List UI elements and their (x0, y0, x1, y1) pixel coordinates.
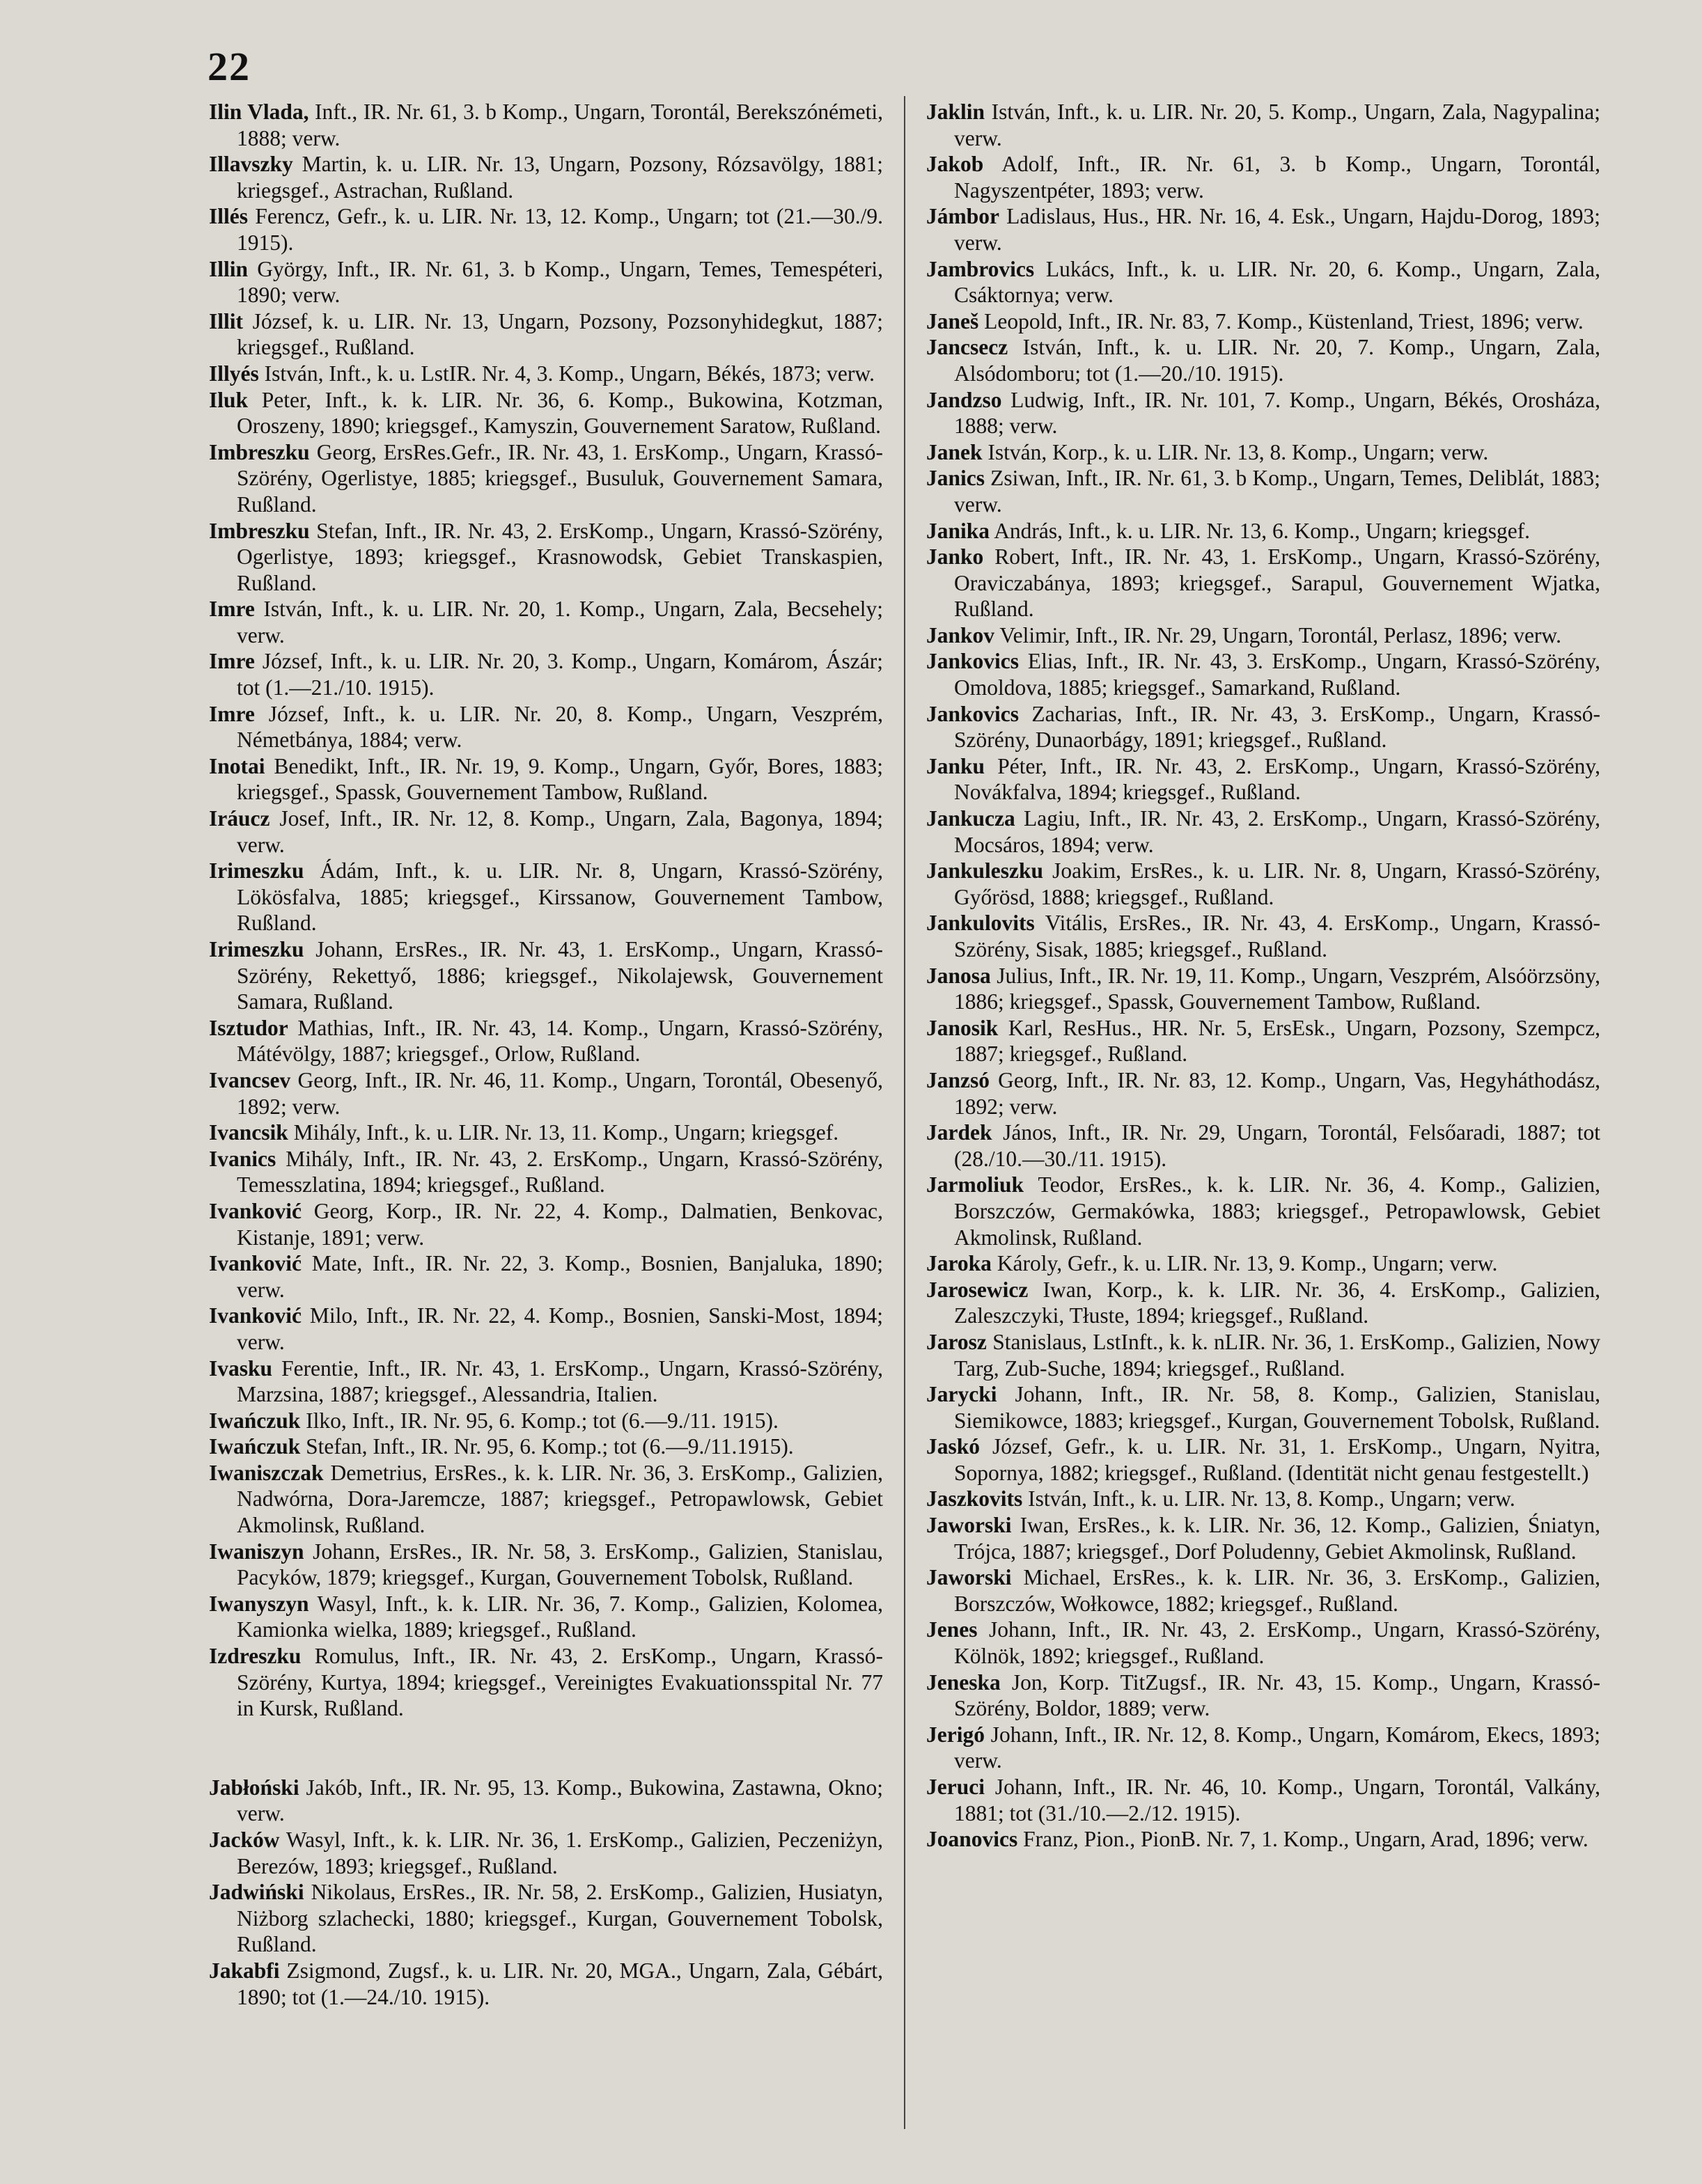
entry-surname: Jaszkovits (926, 1486, 1023, 1511)
list-item (926, 439, 1600, 466)
list-item (926, 256, 1600, 308)
entry-surname: Iluk (209, 387, 249, 412)
entry-surname: Ivanković (209, 1303, 302, 1328)
list-item (209, 753, 883, 806)
list-item (926, 1381, 1600, 1433)
list-item (209, 1120, 883, 1146)
entry-surname: Jacków (209, 1828, 280, 1852)
entry-details: Velimir, Inft., IR. Nr. 29, Ungarn, Torontál, Perlasz, 1896; verw. (999, 622, 1561, 647)
entry-details: Johann, ErsRes., IR. Nr. 43, 1. ErsKomp., Ungarn, Krassó-Szörény, Rekettyő, 1886; kriegsgef., Nikolajewsk, Gouvernement Samara, Rußland. (237, 937, 883, 1014)
list-item (926, 334, 1600, 386)
list-item (209, 596, 883, 648)
entry-surname: Janko (926, 544, 984, 569)
entry-surname: Jerigó (926, 1722, 985, 1747)
entry-surname: Inotai (209, 753, 265, 778)
entry-details: Mihály, Inft., IR. Nr. 43, 2. ErsKomp., Ungarn, Krassó-Szörény, Temesszlatina, 1894; kriegsgef., Rußland. (237, 1146, 884, 1197)
list-item (209, 1827, 883, 1879)
entry-details: Mathias, Inft., IR. Nr. 43, 14. Komp., Ungarn, Krassó-Szörény, Mátévölgy, 1887; kriegsgef., Orlow, Rußland. (237, 1015, 883, 1067)
list-item (926, 465, 1600, 517)
entry-surname: Janika (926, 518, 990, 543)
list-item (209, 1198, 883, 1250)
entry-details: Georg, Korp., IR. Nr. 22, 4. Komp., Dalmatien, Benkovac, Kistanje, 1891; verw. (237, 1198, 883, 1250)
entry-surname: Janek (926, 439, 983, 464)
entry-details: József, Inft., k. u. LIR. Nr. 20, 8. Komp., Ungarn, Veszprém, Németbánya, 1884; verw. (237, 701, 884, 753)
entry-details: Ferencz, Gefr., k. u. LIR. Nr. 13, 12. Komp., Ungarn; tot (21.—30./9. 1915). (237, 204, 883, 255)
entry-details: Ludwig, Inft., IR. Nr. 101, 7. Komp., Ungarn, Békés, Orosháza, 1888; verw. (954, 387, 1600, 439)
entry-surname: Jandzso (926, 387, 1002, 412)
list-item (926, 701, 1600, 753)
list-item (926, 1486, 1600, 1512)
list-item (926, 1433, 1600, 1486)
entry-details: Zsigmond, Zugsf., k. u. LIR. Nr. 20, MGA., Ungarn, Zala, Gébárt, 1890; tot (1.—24./10. 1915). (237, 1958, 884, 2009)
list-item (209, 99, 883, 151)
entry-surname: Illin (209, 256, 249, 281)
entry-surname: Illés (209, 204, 249, 229)
list-item (926, 1172, 1600, 1250)
entry-details: Demetrius, ErsRes., k. k. LIR. Nr. 36, 3. ErsKomp., Galizien, Nadwórna, Dora-Jaremcze, 1887; kriegsgef., Petropawlowsk, Gebiet Akmolinsk, Rußland. (237, 1460, 883, 1538)
entry-details: Benedikt, Inft., IR. Nr. 19, 9. Komp., Ungarn, Győr, Bores, 1883; kriegsgef., Spassk, Gouvernement Tambow, Rußland. (237, 753, 883, 805)
entry-details: Josef, Inft., IR. Nr. 12, 8. Komp., Ungarn, Zala, Bagonya, 1894; verw. (237, 806, 884, 857)
list-item (209, 308, 883, 361)
list-item (209, 151, 883, 203)
entry-details: Wasyl, Inft., k. k. LIR. Nr. 36, 1. ErsKomp., Galizien, Peczeniżyn, Berezów, 1893; kriegsgef., Rußland. (237, 1828, 883, 1878)
list-item (926, 518, 1600, 544)
entry-details: Milo, Inft., IR. Nr. 22, 4. Komp., Bosnien, Sanski-Most, 1894; verw. (237, 1303, 884, 1354)
list-item (209, 439, 883, 518)
list-item (209, 858, 883, 936)
list-item (926, 648, 1600, 700)
list-item (209, 1433, 883, 1460)
list-item (209, 518, 883, 597)
entry-surname: Imbreszku (209, 518, 310, 543)
entry-surname: Ivanković (209, 1251, 302, 1276)
entry-surname: Jankov (926, 622, 995, 647)
entry-details: Iwan, Korp., k. k. LIR. Nr. 36, 4. ErsKomp., Galizien, Zaleszczyki, Tłuste, 1894; kriegsgef., Rußland. (954, 1277, 1601, 1328)
entry-surname: Imbreszku (209, 439, 310, 464)
entry-surname: Jarosewicz (926, 1277, 1029, 1302)
entry-details: Ilko, Inft., IR. Nr. 95, 6. Komp.; tot (6.—9./11. 1915). (306, 1408, 779, 1433)
entry-details: Nikolaus, ErsRes., IR. Nr. 58, 2. ErsKomp., Galizien, Husiatyn, Niżborg szlachecki, 1880; kriegsgef., Kurgan, Gouvernement Tobolsk, Rußland. (237, 1880, 883, 1957)
entry-surname: Jarosz (926, 1329, 987, 1354)
list-item (926, 1015, 1600, 1067)
entry-details: Wasyl, Inft., k. k. LIR. Nr. 36, 7. Komp., Galizien, Kolomea, Kamionka wielka, 1889; kriegsgef., Rußland. (237, 1591, 883, 1642)
entry-surname: Jancsecz (926, 335, 1008, 360)
entry-details: Lagiu, Inft., IR. Nr. 43, 2. ErsKomp., Ungarn, Krassó-Szörény, Mocsáros, 1894; verw. (954, 806, 1600, 857)
entry-surname: Jabłoński (209, 1775, 299, 1800)
list-item (209, 1015, 883, 1067)
entry-surname: Jaworski (926, 1565, 1012, 1590)
entry-surname: Jeneska (926, 1670, 1001, 1695)
entry-details: Georg, Inft., IR. Nr. 46, 11. Komp., Ungarn, Torontál, Obesenyő, 1892; verw. (237, 1067, 883, 1119)
entry-surname: Jaskó (926, 1434, 981, 1459)
entry-details: Romulus, Inft., IR. Nr. 43, 2. ErsKomp., Ungarn, Krassó-Szörény, Kurtya, 1894; kriegsgef., Vereinigtes Evakuationsspital Nr. 77 in Kursk, Rußland. (237, 1644, 883, 1721)
entry-details: Georg, ErsRes.Gefr., IR. Nr. 43, 1. ErsKomp., Ungarn, Krassó-Szörény, Ogerlistye, 1885; kriegsgef., Busuluk, Gouvernement Samara, Rußland. (237, 439, 884, 517)
list-item (926, 387, 1600, 439)
list-item (926, 1670, 1600, 1722)
entry-details: Franz, Pion., PionB. Nr. 7, 1. Komp., Ungarn, Arad, 1896; verw. (1023, 1827, 1588, 1852)
entry-surname: Jeruci (926, 1775, 985, 1799)
list-item (209, 806, 883, 858)
entry-details: Ferentie, Inft., IR. Nr. 43, 1. ErsKomp., Ungarn, Krassó-Szörény, Marzsina, 1887; kriegsgef., Alessandria, Italien. (237, 1356, 883, 1407)
entry-details: József, Gefr., k. u. LIR. Nr. 31, 1. ErsKomp., Ungarn, Nyitra, Sopornya, 1882; kriegsgef., Rußland. (Identität nicht genau festgestellt.) (954, 1434, 1600, 1485)
entry-details: József, k. u. LIR. Nr. 13, Ungarn, Pozsony, Pozsonyhidegkut, 1887; kriegsgef., Rußland. (237, 308, 884, 360)
entry-surname: Iwańczuk (209, 1408, 301, 1433)
entry-surname: Illavszky (209, 152, 293, 177)
entry-details: Károly, Gefr., k. u. LIR. Nr. 13, 9. Komp., Ungarn; verw. (997, 1251, 1498, 1276)
entry-surname: Iwanyszyn (209, 1591, 309, 1616)
list-item (926, 963, 1600, 1015)
entry-surname: Iwaniszyn (209, 1539, 304, 1564)
entry-surname: Izdreszku (209, 1644, 302, 1669)
list-item (926, 308, 1600, 335)
entry-surname: Jenes (926, 1617, 978, 1642)
entry-surname: Jaklin (926, 100, 985, 124)
entry-details: Johann, Inft., IR. Nr. 46, 10. Komp., Ungarn, Torontál, Valkány, 1881; tot (31./10.—2./12. 1915). (954, 1775, 1601, 1825)
list-item (926, 1120, 1600, 1172)
entry-surname: Iwaniszczak (209, 1460, 324, 1485)
page-number: 22 (208, 44, 251, 89)
entry-surname: Jardek (926, 1120, 992, 1145)
entry-surname: Iwańczuk (209, 1434, 301, 1459)
entry-surname: Jarycki (926, 1382, 997, 1407)
entry-details: Mihály, Inft., k. u. LIR. Nr. 13, 11. Komp., Ungarn; kriegsgef. (293, 1120, 839, 1145)
entry-surname: Janzsó (926, 1067, 990, 1092)
list-item (209, 256, 883, 308)
entry-details: Johann, Inft., IR. Nr. 58, 8. Komp., Galizien, Stanislau, Siemikowce, 1883; kriegsgef., Kurgan, Gouvernement Tobolsk, Rußland. (954, 1382, 1600, 1433)
entry-details: Peter, Inft., k. k. LIR. Nr. 36, 6. Komp., Bukowina, Kotzman, Oroszeny, 1890; kriegsgef., Kamyszin, Gouvernement Saratow, Rußland. (237, 387, 884, 439)
entry-surname: Imre (209, 649, 255, 674)
list-item (926, 1250, 1600, 1277)
entry-details: Adolf, Inft., IR. Nr. 61, 3. b Komp., Ungarn, Torontál, Nagyszentpéter, 1893; verw. (954, 152, 1601, 203)
column-divider (904, 96, 905, 2129)
entry-surname: Jaroka (926, 1251, 992, 1276)
entry-surname: Janosik (926, 1015, 999, 1040)
entry-details: Mate, Inft., IR. Nr. 22, 3. Komp., Bosnien, Banjaluka, 1890; verw. (237, 1251, 884, 1302)
entry-details: Ádám, Inft., k. u. LIR. Nr. 8, Ungarn, Krassó-Szörény, Lökösfalva, 1885; kriegsgef., Kirssanow, Gouvernement Tambow, Rußland. (237, 858, 884, 936)
list-item (209, 1879, 883, 1958)
list-item (926, 753, 1600, 806)
list-item (926, 1826, 1600, 1853)
entry-surname: Jankovics (926, 701, 1020, 726)
list-item (209, 1958, 883, 2010)
list-item (926, 910, 1600, 962)
entry-details: Jakób, Inft., IR. Nr. 95, 13. Komp., Bukowina, Zastawna, Okno; verw. (237, 1775, 884, 1826)
entry-details: Stefan, Inft., IR. Nr. 95, 6. Komp.; tot (6.—9./11.1915). (306, 1434, 794, 1459)
list-item (209, 1303, 883, 1355)
entry-surname: Janosa (926, 963, 991, 988)
entry-surname: Janku (926, 753, 985, 778)
entry-details: István, Inft., k. u. LIR. Nr. 20, 7. Komp., Ungarn, Zala, Alsódomboru; tot (1.—20./10. 1915). (954, 335, 1600, 386)
entry-surname: Jakob (926, 152, 984, 177)
entry-surname: Isztudor (209, 1015, 288, 1040)
entry-surname: Ilin Vlada, (209, 100, 309, 124)
entry-details: Teodor, ErsRes., k. k. LIR. Nr. 36, 4. Komp., Galizien, Borszczów, Germakówka, 1883; kriegsgef., Petropawlowsk, Gebiet Akmolinsk, Rußland. (954, 1172, 1601, 1250)
list-item (926, 1617, 1600, 1669)
entry-surname: Jambrovics (926, 256, 1035, 281)
entry-surname: Jankucza (926, 806, 1015, 831)
entry-surname: Ivanković (209, 1198, 302, 1223)
list-item (209, 1775, 883, 1827)
entry-details: Stefan, Inft., IR. Nr. 43, 2. ErsKomp., Ungarn, Krassó-Szörény, Ogerlistye, 1893; kriegsgef., Krasnowodsk, Gebiet Transkaspien, Rußland. (237, 518, 883, 595)
entry-details: István, Inft., k. u. LIR. Nr. 20, 1. Komp., Ungarn, Zala, Becsehely; verw. (237, 597, 884, 647)
entry-surname: Jaworski (926, 1513, 1012, 1538)
entry-details: Johann, Inft., IR. Nr. 12, 8. Komp., Ungarn, Komárom, Ekecs, 1893; verw. (954, 1722, 1600, 1773)
list-item (926, 99, 1600, 151)
entry-surname: Irimeszku (209, 937, 304, 961)
entry-details: István, Inft., k. u. LIR. Nr. 20, 5. Komp., Ungarn, Zala, Nagypalina; verw. (954, 100, 1601, 150)
entry-details: Leopold, Inft., IR. Nr. 83, 7. Komp., Küstenland, Triest, 1896; verw. (984, 308, 1584, 333)
list-item (209, 1146, 883, 1198)
entry-details: Péter, Inft., IR. Nr. 43, 2. ErsKomp., Ungarn, Krassó-Szörény, Novákfalva, 1894; kriegsgef., Rußland. (954, 753, 1600, 805)
entry-surname: Ivancsik (209, 1120, 288, 1145)
list-item (209, 648, 883, 700)
list-item (926, 1512, 1600, 1564)
entry-surname: Iráucz (209, 806, 270, 831)
entry-surname: Jankulovits (926, 911, 1035, 936)
entry-surname: Ivasku (209, 1356, 273, 1381)
list-item (926, 806, 1600, 858)
list-item (209, 1067, 883, 1120)
list-item (926, 151, 1600, 203)
entry-details: István, Inft., k. u. LstIR. Nr. 4, 3. Komp., Ungarn, Békés, 1873; verw. (264, 361, 875, 386)
list-item (926, 1329, 1600, 1381)
entry-surname: Jankuleszku (926, 858, 1044, 883)
list-item (209, 936, 883, 1015)
list-item (926, 1564, 1600, 1617)
list-item (209, 203, 883, 256)
entry-details: Vitális, ErsRes., IR. Nr. 43, 4. ErsKomp., Ungarn, Krassó-Szörény, Sisak, 1885; kriegsgef., Rußland. (954, 911, 1600, 961)
entry-details: János, Inft., IR. Nr. 29, Ungarn, Torontál, Felsőaradi, 1887; tot (28./10.—30./11. 1915). (954, 1120, 1600, 1171)
entry-details: Zsiwan, Inft., IR. Nr. 61, 3. b Komp., Ungarn, Temes, Deliblát, 1883; verw. (954, 466, 1600, 517)
entry-surname: Ivancsev (209, 1067, 291, 1092)
list-item (209, 1643, 883, 1722)
left-column (209, 99, 883, 2010)
list-item (926, 1774, 1600, 1826)
list-item (209, 1591, 883, 1643)
entry-details: Jon, Korp. TitZugsf., IR. Nr. 43, 15. Komp., Ungarn, Krassó-Szörény, Boldor, 1889; verw. (954, 1670, 1601, 1721)
list-item (209, 361, 883, 387)
entry-details: András, Inft., k. u. LIR. Nr. 13, 6. Komp., Ungarn; kriegsgef. (994, 518, 1531, 543)
entry-details: Iwan, ErsRes., k. k. LIR. Nr. 36, 12. Komp., Galizien, Śniatyn, Trójca, 1887; kriegsgef., Dorf Poludenny, Gebiet Akmolinsk, Rußland. (954, 1513, 1601, 1564)
entry-details: Zacharias, Inft., IR. Nr. 43, 3. ErsKomp., Ungarn, Krassó-Szörény, Dunaorbágy, 1891; kriegsgef., Rußland. (954, 701, 1600, 753)
entry-details: Ladislaus, Hus., HR. Nr. 16, 4. Esk., Ungarn, Hajdu-Dorog, 1893; verw. (954, 204, 1601, 255)
list-item (209, 1408, 883, 1434)
list-item (926, 203, 1600, 256)
list-item (926, 1277, 1600, 1329)
entry-surname: Jakabfi (209, 1958, 280, 1983)
entry-details: Georg, Inft., IR. Nr. 83, 12. Komp., Ungarn, Vas, Hegyháthodász, 1892; verw. (954, 1067, 1601, 1119)
entry-surname: Imre (209, 701, 255, 726)
list-item (926, 622, 1600, 649)
entry-surname: Irimeszku (209, 858, 304, 883)
entry-surname: Illit (209, 308, 244, 333)
entry-details: Michael, ErsRes., k. k. LIR. Nr. 36, 3. ErsKomp., Galizien, Borszczów, Wołkowce, 1882; kriegsgef., Rußland. (954, 1565, 1601, 1616)
entry-surname: Illyés (209, 361, 259, 386)
list-item (209, 1250, 883, 1303)
entry-details: Joakim, ErsRes., k. u. LIR. Nr. 8, Ungarn, Krassó-Szörény, Győrösd, 1888; kriegsgef., Rußland. (954, 858, 1600, 909)
list-item (926, 858, 1600, 910)
entry-surname: Janeš (926, 308, 979, 333)
entry-surname: Ivanics (209, 1146, 276, 1171)
entry-surname: Janics (926, 466, 985, 491)
entry-details: Lukács, Inft., k. u. LIR. Nr. 20, 6. Komp., Ungarn, Zala, Csáktornya; verw. (954, 256, 1600, 308)
entry-details: József, Inft., k. u. LIR. Nr. 20, 3. Komp., Ungarn, Komárom, Ászár; tot (1.—21./10. 1915). (237, 649, 883, 700)
list-item (209, 387, 883, 439)
entry-details: Robert, Inft., IR. Nr. 43, 1. ErsKomp., Ungarn, Krassó-Szörény, Oraviczabánya, 1893; kriegsgef., Sarapul, Gouvernement Wjatka, Rußland. (954, 544, 1601, 622)
entry-details: Martin, k. u. LIR. Nr. 13, Ungarn, Pozsony, Rózsavölgy, 1881; kriegsgef., Astrachan, Rußland. (237, 152, 883, 203)
list-item (926, 1722, 1600, 1774)
list-item (209, 1539, 883, 1591)
entry-details: Karl, ResHus., HR. Nr. 5, ErsEsk., Ungarn, Pozsony, Szempcz, 1887; kriegsgef., Rußland. (954, 1015, 1601, 1067)
right-column (926, 99, 1600, 1853)
entry-details: Stanislaus, LstInft., k. k. nLIR. Nr. 36, 1. ErsKomp., Galizien, Nowy Targ, Zub-Suche, 1894; kriegsgef., Rußland. (954, 1329, 1600, 1381)
entry-details: István, Korp., k. u. LIR. Nr. 13, 8. Komp., Ungarn; verw. (987, 439, 1489, 464)
list-item (926, 1067, 1600, 1120)
entry-details: Elias, Inft., IR. Nr. 43, 3. ErsKomp., Ungarn, Krassó-Szörény, Omoldova, 1885; kriegsgef., Samarkand, Rußland. (954, 649, 1601, 700)
entry-details: Inft., IR. Nr. 61, 3. b Komp., Ungarn, Torontál, Berekszónémeti, 1888; verw. (237, 100, 883, 150)
entry-surname: Jarmoliuk (926, 1172, 1024, 1197)
entry-details: Johann, ErsRes., IR. Nr. 58, 3. ErsKomp., Galizien, Stanislau, Pacyków, 1879; kriegsgef., Kurgan, Gouvernement Tobolsk, Rußland. (237, 1539, 883, 1590)
entry-details: Johann, Inft., IR. Nr. 43, 2. ErsKomp., Ungarn, Krassó-Szörény, Kölnök, 1892; kriegsgef., Rußland. (954, 1617, 1600, 1669)
entry-surname: Imre (209, 597, 255, 622)
list-item (209, 1460, 883, 1539)
list-item (926, 544, 1600, 622)
list-item (209, 701, 883, 753)
section-gap (209, 1722, 883, 1775)
entry-details: Julius, Inft., IR. Nr. 19, 11. Komp., Ungarn, Veszprém, Alsóörzsöny, 1886; kriegsgef., Spassk, Gouvernement Tambow, Rußland. (954, 963, 1601, 1014)
entry-surname: Jadwiński (209, 1880, 304, 1905)
entry-details: István, Inft., k. u. LIR. Nr. 13, 8. Komp., Ungarn; verw. (1028, 1486, 1515, 1511)
entry-surname: Jámbor (926, 204, 999, 229)
list-item (209, 1356, 883, 1408)
entry-surname: Jankovics (926, 649, 1020, 674)
entry-surname: Joanovics (926, 1827, 1018, 1852)
entry-details: György, Inft., IR. Nr. 61, 3. b Komp., Ungarn, Temes, Temespéteri, 1890; verw. (237, 256, 884, 308)
